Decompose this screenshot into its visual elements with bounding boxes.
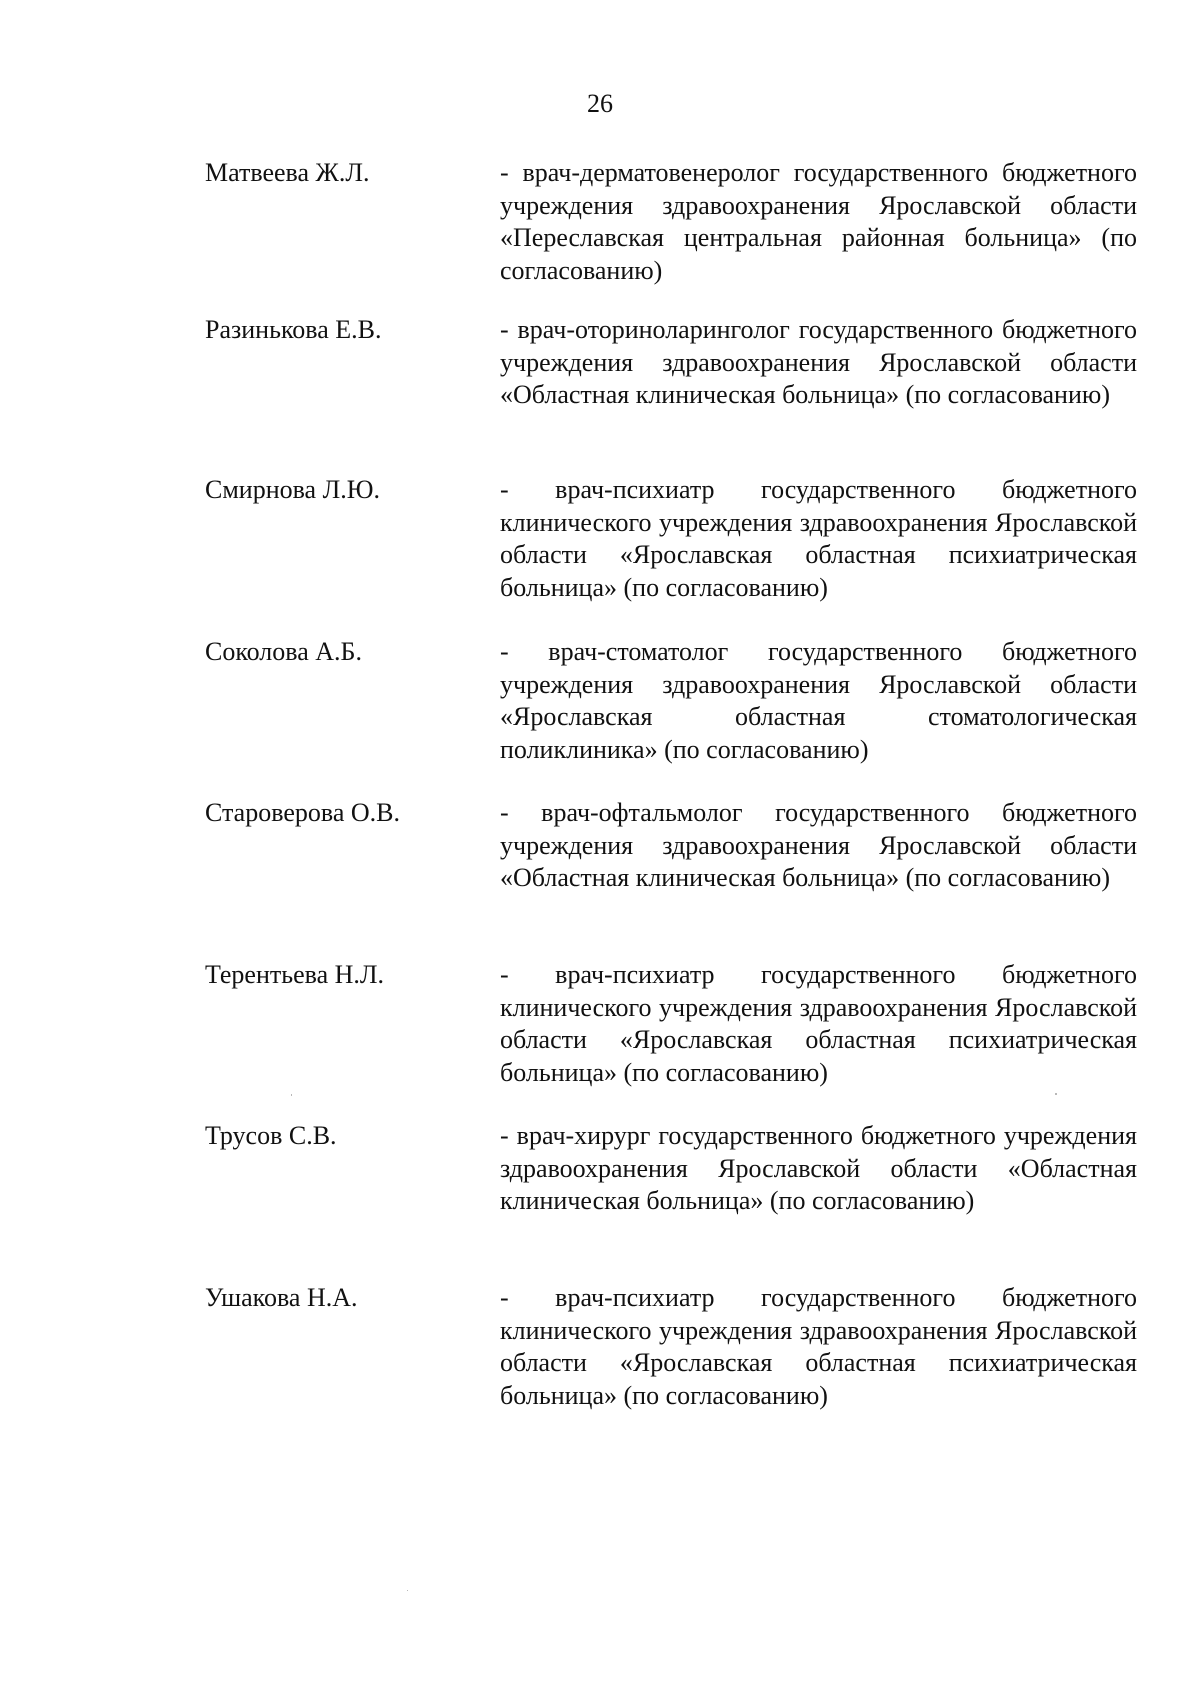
scan-speck	[1055, 1093, 1057, 1095]
member-name: Соколова А.Б.	[205, 637, 362, 666]
page-number: 26	[587, 89, 613, 118]
member-position: - врач-стоматолог государственного бюджетного учреждения здравоохранения Ярославской области «Ярославская областная стоматологическая поликлиника» (по согласованию)	[500, 637, 1137, 764]
member-position: - врач-психиатр государственного бюджетного клинического учреждения здравоохранения Ярославской области «Ярославская областная психиатрическая больница» (по согласованию)	[500, 1283, 1137, 1410]
member-position: - врач-дерматовенеролог государственного бюджетного учреждения здравоохранения Ярославской области «Переславская центральная районная больница» (по согласованию)	[500, 158, 1137, 285]
member-position: - врач-психиатр государственного бюджетного клинического учреждения здравоохранения Ярославской области «Ярославская областная психиатрическая больница» (по согласованию)	[500, 960, 1137, 1087]
scan-speck	[291, 1094, 292, 1096]
member-name: Трусов С.В.	[205, 1121, 337, 1150]
member-name: Смирнова Л.Ю.	[205, 475, 380, 504]
member-position: - врач-оториноларинголог государственного бюджетного учреждения здравоохранения Ярославской области «Областная клиническая больница» (по согласованию)	[500, 315, 1137, 409]
member-name: Матвеева Ж.Л.	[205, 158, 370, 187]
member-position: - врач-психиатр государственного бюджетного клинического учреждения здравоохранения Ярославской области «Ярославская областная психиатрическая больница» (по согласованию)	[500, 475, 1137, 602]
member-name: Староверова О.В.	[205, 798, 400, 827]
member-position: - врач-офтальмолог государственного бюджетного учреждения здравоохранения Ярославской области «Областная клиническая больница» (по согласованию)	[500, 798, 1137, 892]
member-name: Разинькова Е.В.	[205, 315, 382, 344]
scan-speck	[407, 1590, 408, 1591]
member-name: Ушакова Н.А.	[205, 1283, 358, 1312]
member-position: - врач-хирург государственного бюджетного учреждения здравоохранения Ярославской области «Областная клиническая больница» (по согласованию)	[500, 1121, 1137, 1215]
member-name: Терентьева Н.Л.	[205, 960, 385, 989]
